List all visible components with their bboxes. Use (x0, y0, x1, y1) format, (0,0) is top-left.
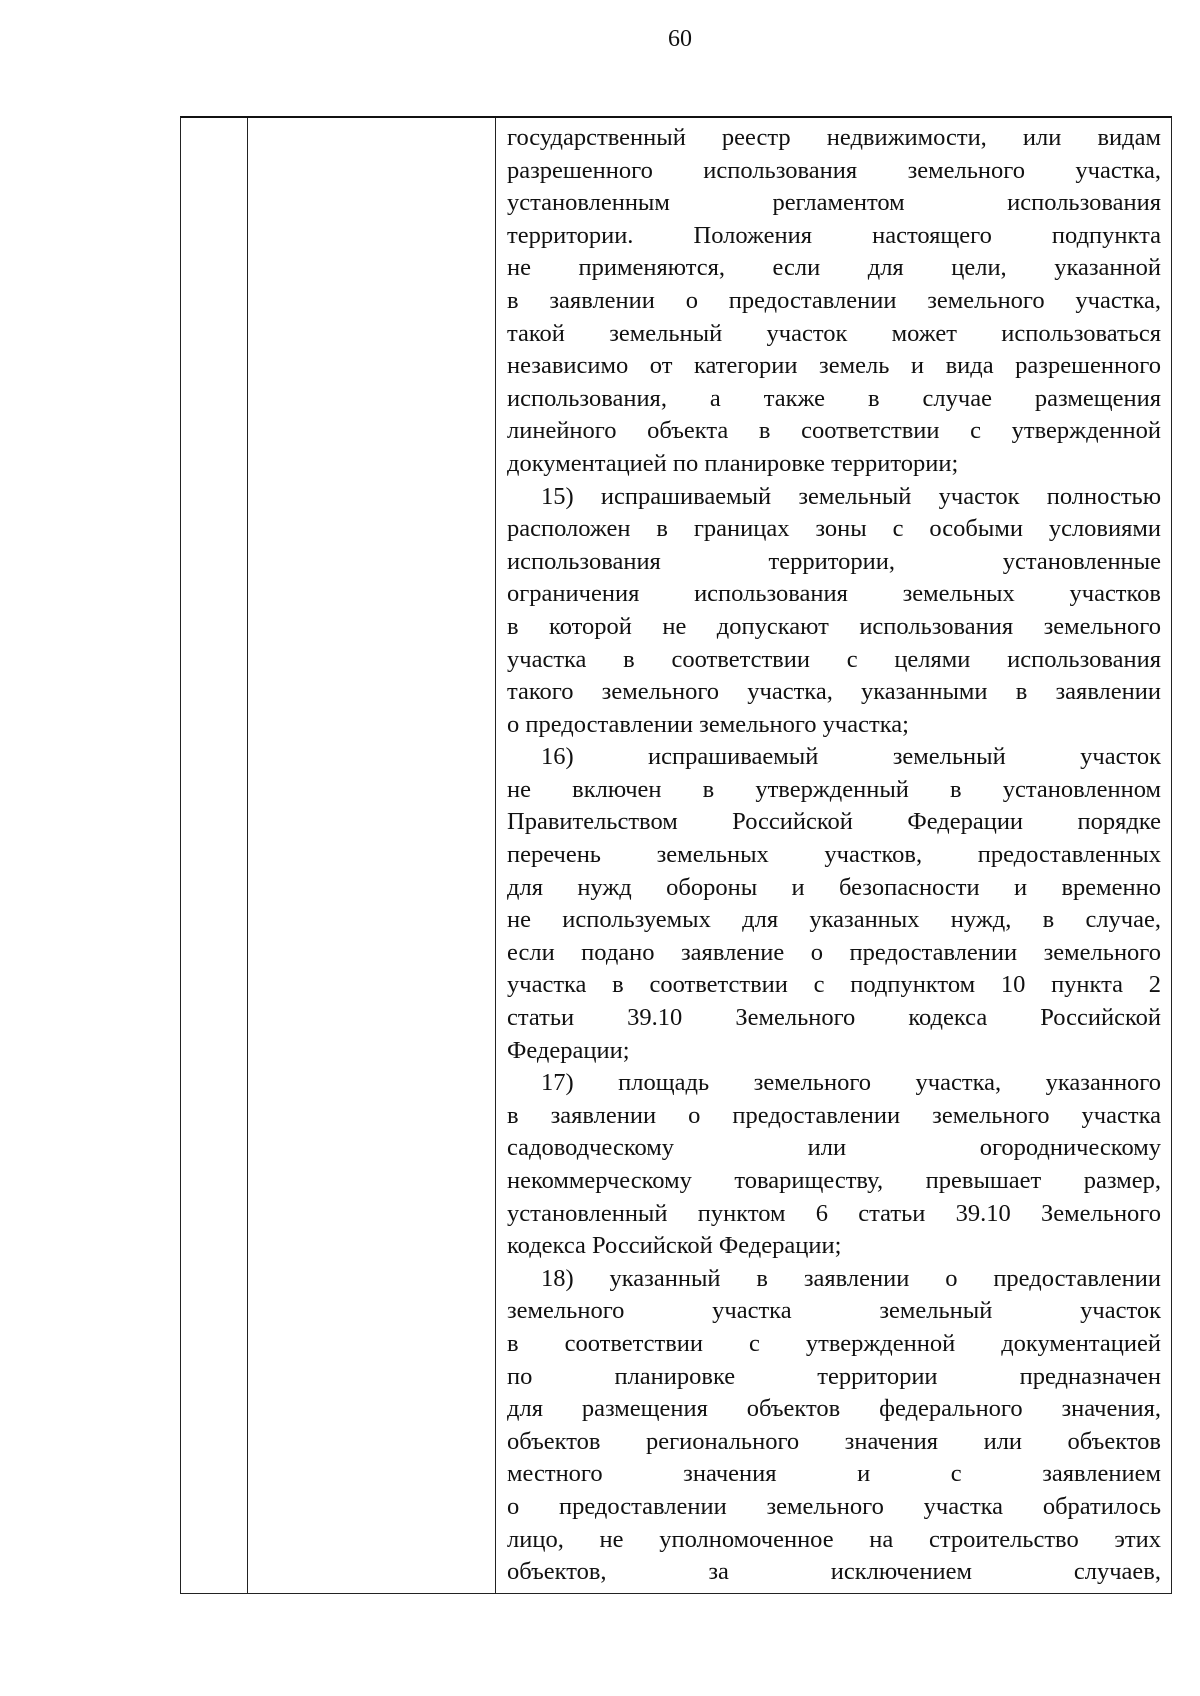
text-line: документацией по планировке территории; (507, 449, 959, 477)
text-line: статьи 39.10 Земельного кодекса Российской (507, 1004, 1161, 1032)
text-line: участка в соответствии с подпунктом 10 пункта 2 (507, 971, 1161, 999)
paragraph (507, 1067, 1161, 1263)
text-line: в соответствии с утвержденной документацией (507, 1329, 1161, 1357)
text-line: разрешенного использования земельного участка, (507, 156, 1161, 184)
text-line: о предоставлении земельного участка обратилось (507, 1492, 1161, 1520)
text-line: объектов, за исключением случаев, (507, 1558, 1161, 1586)
text-line: местного значения и с заявлением (507, 1460, 1161, 1488)
text-line: перечень земельных участков, предоставленных (507, 841, 1161, 869)
text-line: в заявлении о предоставлении земельного участка (507, 1101, 1161, 1129)
text-line: не применяются, если для цели, указанной (507, 254, 1161, 282)
paragraph (507, 122, 1161, 481)
text-line: по планировке территории предназначен (507, 1362, 1161, 1390)
text-line: 15) испрашиваемый земельный участок полностью (541, 482, 1161, 510)
text-line: участка в соответствии с целями использования (507, 645, 1161, 673)
text-line: кодекса Российской Федерации; (507, 1232, 842, 1260)
page-number: 60 (668, 26, 692, 52)
text-line: в которой не допускают использования земельного (507, 612, 1161, 640)
text-line: для нужд обороны и безопасности и временно (507, 873, 1161, 901)
text-line: установленный пунктом 6 статьи 39.10 Земельного (507, 1199, 1161, 1227)
text-line: о предоставлении земельного участка; (507, 710, 909, 738)
text-line: государственный реестр недвижимости, или видам (507, 124, 1161, 151)
text-line: 18) указанный в заявлении о предоставлении (541, 1264, 1161, 1292)
text-line: не включен в утвержденный в установленном (507, 775, 1161, 803)
text-line: независимо от категории земель и вида разрешенного (507, 352, 1161, 380)
text-line: земельного участка земельный участок (507, 1297, 1161, 1325)
column-divider (495, 118, 496, 1593)
text-line: использования территории, установленные (507, 547, 1161, 575)
paragraph (507, 741, 1161, 1067)
paragraph (507, 481, 1161, 742)
document-table (180, 116, 1172, 1594)
text-line: объектов регионального значения или объектов (507, 1427, 1161, 1455)
text-line: территории. Положения настоящего подпункта (507, 221, 1161, 249)
text-line: расположен в границах зоны с особыми условиями (507, 515, 1161, 543)
text-line: 17) площадь земельного участка, указанного (541, 1069, 1161, 1097)
text-line: Правительством Российской Федерации порядке (507, 808, 1161, 836)
text-line: если подано заявление о предоставлении земельного (507, 938, 1161, 966)
text-line: использования, а также в случае размещения (507, 384, 1161, 412)
table-text-cell (507, 122, 1161, 1589)
text-line: ограничения использования земельных участков (507, 580, 1161, 608)
text-line: Федерации; (507, 1036, 630, 1064)
text-line: садоводческому или огородническому (507, 1134, 1161, 1162)
column-divider (247, 118, 248, 1593)
text-line: не используемых для указанных нужд, в случае, (507, 906, 1161, 934)
text-line: 16) испрашиваемый земельный участок (541, 743, 1161, 771)
text-line: такой земельный участок может использоваться (507, 319, 1161, 347)
paragraph (507, 1263, 1161, 1589)
text-line: лицо, не уполномоченное на строительство этих (507, 1525, 1161, 1553)
text-line: в заявлении о предоставлении земельного участка, (507, 286, 1161, 314)
text-line: установленным регламентом использования (507, 189, 1161, 217)
text-line: линейного объекта в соответствии с утвержденной (507, 417, 1161, 445)
text-line: некоммерческому товариществу, превышает размер, (507, 1167, 1161, 1194)
text-line: такого земельного участка, указанными в заявлении (507, 678, 1161, 706)
text-line: для размещения объектов федерального значения, (507, 1395, 1161, 1423)
